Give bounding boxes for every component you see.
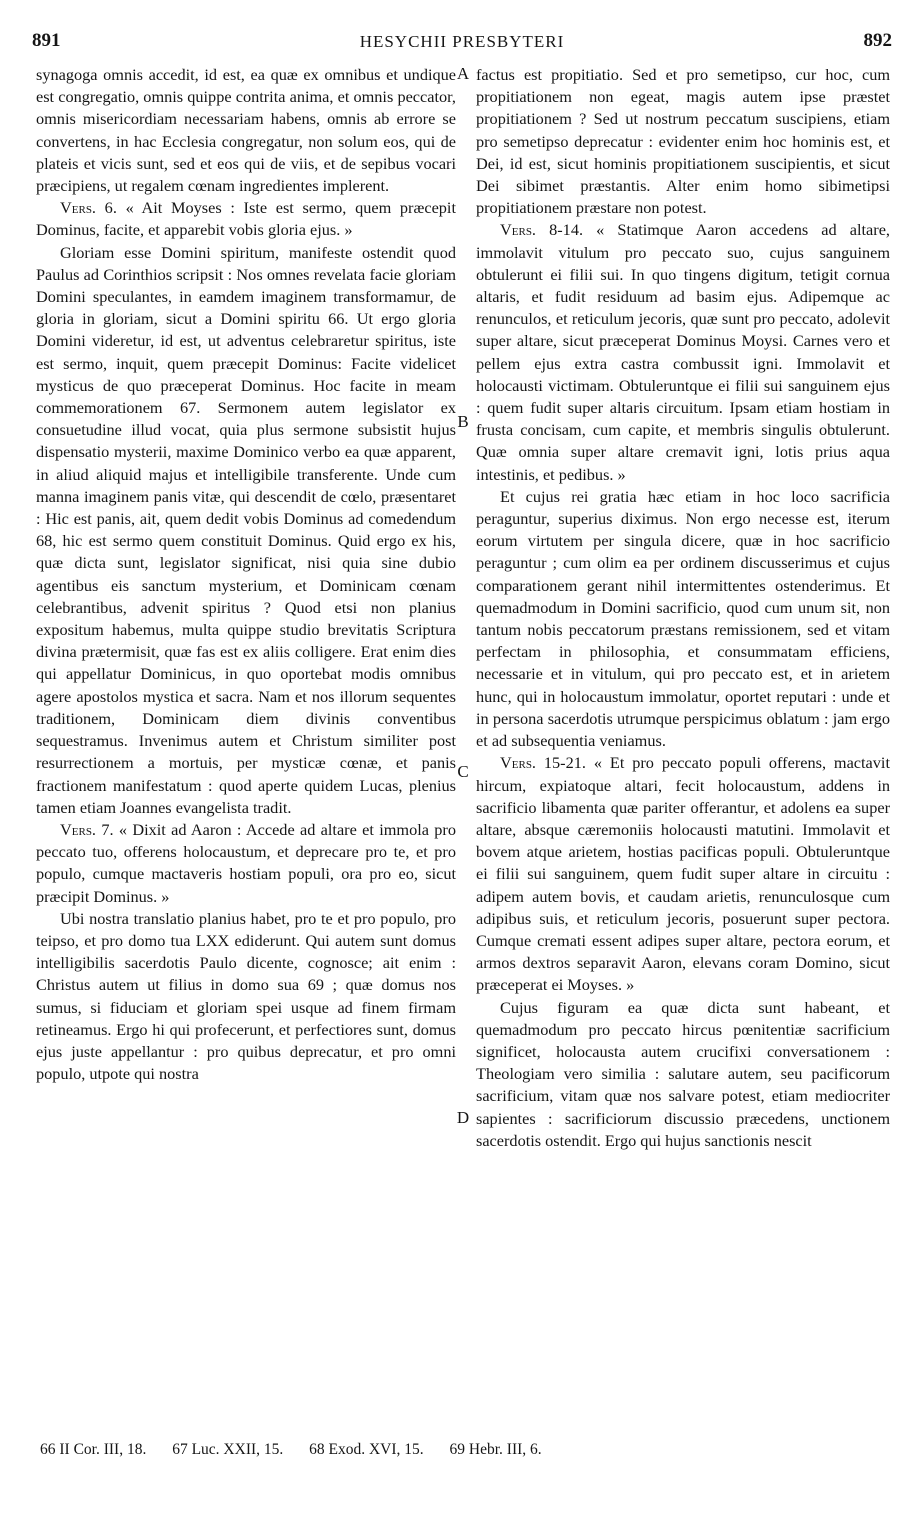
- verse-paragraph: [476, 219, 890, 485]
- page-number-left: 891: [32, 30, 61, 51]
- verse-label: Vers. 15-21.: [500, 753, 586, 773]
- verse-paragraph: [476, 752, 890, 996]
- verse-text: « Dixit ad Aaron : Accede ad altare et immola pro peccato tuo, offerens holocaustum, et deprecare pro te, et pro populo, cumque mactaveris hostiam populi, ora pro eo, sicut præcipit Dominus. »: [36, 819, 456, 906]
- footnote: 67 Luc. XXII, 15.: [172, 1441, 284, 1458]
- paragraph: Ubi nostra translatio planius habet, pro te et pro populo, pro teipso, et pro domo tua LXX ediderunt. Qui autem sunt domus intelligibilis sacerdotis Paulo dicente, cognosce; ait enim : Christus autem ut filius in domo sua 69 ; quæ domus nos sumus, si fiduciam et gloriam spei usque ad finem firmam retineamus. Ergo hi qui profecerunt, et perfectiores sunt, domus ejus juste appellantur : pro quibus deprecatur, et pro omni populo, utpote qui nostra: [36, 908, 456, 1084]
- page-number-right: 892: [863, 30, 892, 51]
- paragraph: Et cujus rei gratia hæc etiam in hoc loco sacrificia peraguntur, superius diximus. Non ergo necesse est, iterum eorum virtutem per singula dicere, quæ in hoc sacrificio peraguntur ; cum olim ea per ordinem discusserimus et cujus comparationem gerant nihil intermittentes ostenderimus. Et quemadmodum in Domini sacrificio, quod cum unum sit, non tantum nobis peccatorum præstans remissionem, sed et vitam perfectam in philosophia, et consummatam efficiens, necessarie et in vitulum, qui pro peccato est, et in arietem hunc, qui in holocaustum immolatur, oportet reputari : unde et in persona sacerdotis utrumque perspicimus oblatum : jam ergo et ad subsequentia veniamus.: [476, 486, 890, 751]
- footnotes: [40, 1441, 884, 1459]
- paragraph: Gloriam esse Domini spiritum, manifeste ostendit quod Paulus ad Corinthios scripsit : Nos omnes revelata facie gloriam Domini speculantes, in eamdem imaginem transformamur, de gloria in gloriam, sicut a Domini spiritu 66. Ut ergo gloria Domini videretur, id est, ut adventus celebraretur spiritus, iste est sermo, inquit, quem præcepit Dominus: Facite videlicet mysticus de quo præceperat Dominus. Hoc facite in meam commemorationem 67. Sermonem autem legislator ex consuetudine illud vocat, quia plus sermone subsistit hujus dispensatio mysterii, maxime Dominico verbo ea quæ apparent, in aliud aliquid majus et intelligibile transferente. Unde cum manna imaginem panis vitæ, qui descendit de cœlo, præsentaret : Hic est panis, ait, quem dedit vobis Dominus ad comedendum 68, hic est sermo quem constituit Dominus. Quid ergo ex his, quæ dicta sunt, legislator significat, nisi quia sine dubio agentibus eis sanctum mysterium, et Dominicam cœnam celebrantibus, advenit spiritus ? Quod etsi non planius expositum habemus, multa quippe studio brevitatis Scriptura divina prætermisit, quæ fas est ex aliis colligere. Erat enim dies qui appellatur Dominicus, in quo oportebat modis omnibus agere apostolos mystica et sacra. Nam et nos illorum sequentes traditionem, Dominicam diem divinis conventibus sequestramus. Invenimus autem et Christum similiter post resurrectionem a mortuis, per mysticæ cœnæ, et panis fractionem manifestatum : quod aperte quidem Lucas, plenius tamen etiam Joannes evangelista tradit.: [36, 242, 456, 817]
- margin-marker-c: C: [457, 762, 469, 781]
- footnote: 68 Exod. XVI, 15.: [309, 1441, 424, 1458]
- page-header: [32, 20, 892, 56]
- left-column: [36, 64, 456, 1085]
- right-column: [476, 64, 890, 1152]
- verse-text: « Statimque Aaron accedens ad altare, immolavit vitulum pro peccato suo, cujus sanguinem obtulerunt ei filii sui. In quo tingens digitum, tetigit cornua altaris, et fudit residuum ad basim ejus. Adipemque ac renunculos, et reticulum jecoris, quæ sunt pro peccato, adolevit super altare, sicut præceperat Dominus Moysi. Carnes vero et pellem ejus extra castra combussit igni. Immolavit et holocausti victimam. Obtuleruntque ei filii sui sanguinem ejus : quem fudit super altaris circuitum. Ipsam etiam hostiam in frusta concisam, cum capite, et membris singulis obtulerunt. Quæ omnia super altare cremavit igni, lotis prius aqua intestinis, et pedibus. »: [476, 220, 890, 484]
- verse-label: Vers. 6.: [60, 198, 117, 218]
- margin-marker-b: B: [457, 412, 469, 431]
- paragraph: synagoga omnis accedit, id est, ea quæ ex omnibus et undique est congregatio, omnis quippe contrita anima, et omnis peccator, omnis misericordiam necessariam habens, omnis ab errore se convertens, in hac Ecclesia congregatur, non solum eos, qui de plateis et vicis sunt, sed et eos qui de viis, et de sepibus vocari præcipiens, ut regalem cœnam ingredientes implerent.: [36, 65, 456, 196]
- verse-text: « Et pro peccato populi offerens, mactavit hircum, expiatoque altari, fecit holocaustum, addens in sacrificio libamenta quæ pariter offerantur, et adolens ea super altare, absque cæremoniis holocausti matutini. Immolavit et bovem atque arietem, hostias pacificas populi. Obtuleruntque ei filii sui sanguinem, quem fudit super altare in circuitu : adipem autem bovis, et caudam arietis, renunculosque cum adipibus suis, et reticulum jecoris, posuerunt super pectora. Cumque cremati essent adipes super altare, pectora eorum, et armos dextros separavit Aaron, elevans coram Domino, sicut præceperat ei Moyses. »: [476, 753, 890, 995]
- verse-label: Vers. 8-14.: [500, 220, 584, 240]
- running-title: HESYCHII PRESBYTERI: [359, 32, 565, 51]
- footnote: 69 Hebr. III, 6.: [449, 1441, 542, 1458]
- margin-marker-d: D: [456, 1108, 470, 1127]
- paragraph: Cujus figuram ea quæ dicta sunt habeant, et quemadmodum pro peccato hircus pœnitentiæ sacrificium significet, holocausta autem crucifixi conversationem : Theologiam vero similia : salutare autem, seu pacificorum sacrificium, vitam quæ nos salvare potest, etiam mediocriter sapientes : sacrificiorum discussio præcedens, unctionem sacerdotis ostendit. Ergo qui hujus sanctionis nescit: [476, 997, 890, 1150]
- paragraph: factus est propitiatio. Sed et pro semetipso, cur hoc, cum propitiationem non egeat, magis autem ipse præstet propitiationem ? Sed ut nostrum peccatum suscipiens, etiam pro semetipso deprecatur : evidenter enim hoc hominis est, et Dei, id est, sicut hominis propitiationem suscipientis, et sicut Dei sibimet præstantis. Alter enim homo sibimetipsi propitiationem præstare non potest.: [476, 65, 890, 218]
- margin-marker-a: A: [456, 64, 470, 83]
- verse-text: « Ait Moyses : Iste est sermo, quem præcepit Dominus, facite, et apparebit vobis gloria ejus. »: [36, 198, 456, 240]
- verse-paragraph: [36, 819, 456, 908]
- footnote: 66 II Cor. III, 18.: [40, 1441, 147, 1458]
- verse-paragraph: [36, 197, 456, 241]
- verse-label: Vers. 7.: [60, 819, 114, 839]
